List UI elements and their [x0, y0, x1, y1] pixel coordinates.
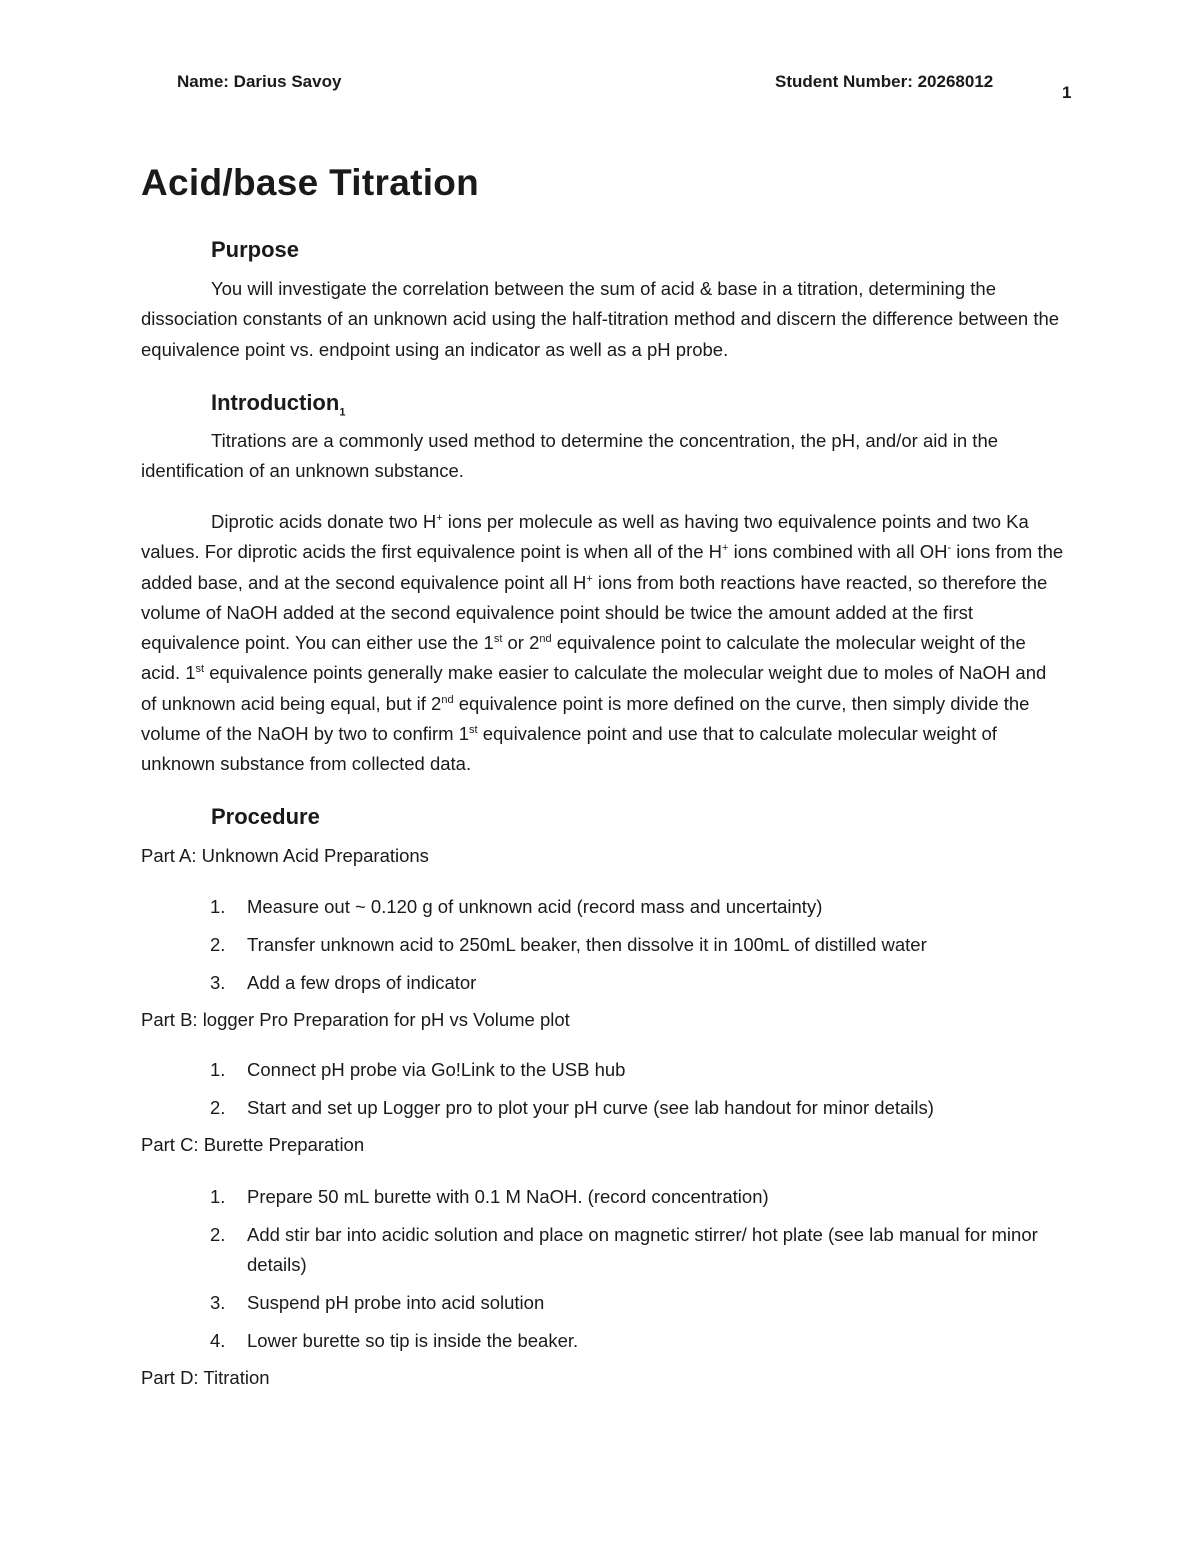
purpose-heading: Purpose: [211, 237, 300, 262]
list-item: 1. Connect pH probe via Go!Link to the USB hub: [210, 1059, 626, 1080]
list-item: 3. Add a few drops of indicator: [210, 972, 477, 993]
student-name: Name: Darius Savoy: [177, 72, 342, 91]
list-item: 1. Measure out ~ 0.120 g of unknown acid (record mass and uncertainty): [210, 896, 823, 917]
document-title: Acid/base Titration: [141, 162, 480, 203]
part-c-list: [210, 1182, 1070, 1356]
part-a-title: Part A: Unknown Acid Preparations: [141, 845, 429, 866]
procedure-heading: Procedure: [211, 804, 320, 829]
student-number: Student Number: 20268012: [775, 72, 994, 91]
part-b-title: Part B: logger Pro Preparation for pH vs Volume plot: [141, 1009, 570, 1030]
intro-paragraph-1: Titrations are a commonly used method to determine the concentration, the pH, and/or aid in the identification of an unknown substance.: [141, 430, 999, 482]
list-item: 2. Add stir bar into acidic solution and place on magnetic stirrer/ hot plate (see lab manual for minor details): [210, 1224, 1038, 1275]
page-number: 1: [1062, 83, 1072, 102]
part-c-title: Part C: Burette Preparation: [141, 1134, 365, 1155]
list-item: 3. Suspend pH probe into acid solution: [210, 1292, 545, 1313]
list-item: 2. Start and set up Logger pro to plot your pH curve (see lab handout for minor details): [210, 1097, 934, 1118]
footnote-ref: 1: [339, 406, 346, 419]
list-item: 4. Lower burette so tip is inside the beaker.: [210, 1330, 579, 1351]
part-a-list: [210, 892, 1070, 998]
introduction-heading: Introduction$_1$: [211, 390, 346, 419]
purpose-paragraph: You will investigate the correlation between the sum of acid & base in a titration, determining the dissociation constants of an unknown acid using the half-titration method and discern the difference between the equivalence point vs. endpoint using an indicator as well as a pH probe.: [141, 278, 1060, 360]
list-item: 2. Transfer unknown acid to 250mL beaker, then dissolve it in 100mL of distilled water: [210, 934, 927, 955]
part-d-title: Part D: Titration: [141, 1367, 270, 1388]
part-b-list: [210, 1055, 1070, 1123]
list-item: 1. Prepare 50 mL burette with 0.1 M NaOH. (record concentration): [210, 1186, 769, 1207]
intro-paragraph-2: Diprotic acids donate two H+ ions per molecule as well as having two equivalence points and two Ka values. For diprotic acids the first equivalence point is when all of the H+ ions combined with all OH- ions from the added base, and at the second equivalence point all H+ ions from both reactions have reacted, so therefore the volume of NaOH added at the second equivalence point should be twice the amount added at the first equivalence point. You can either use the 1st or 2nd equivalence point to calculate the molecular weight of the acid. 1st equivalence points generally make easier to calculate the molecular weight due to moles of NaOH and of unknown acid being equal, but if 2nd equivalence point is more defined on the curve, then simply divide the volume of the NaOH by two to confirm 1st equivalence point and use that to calculate molecular weight of unknown substance from collected data.: [141, 511, 1064, 775]
